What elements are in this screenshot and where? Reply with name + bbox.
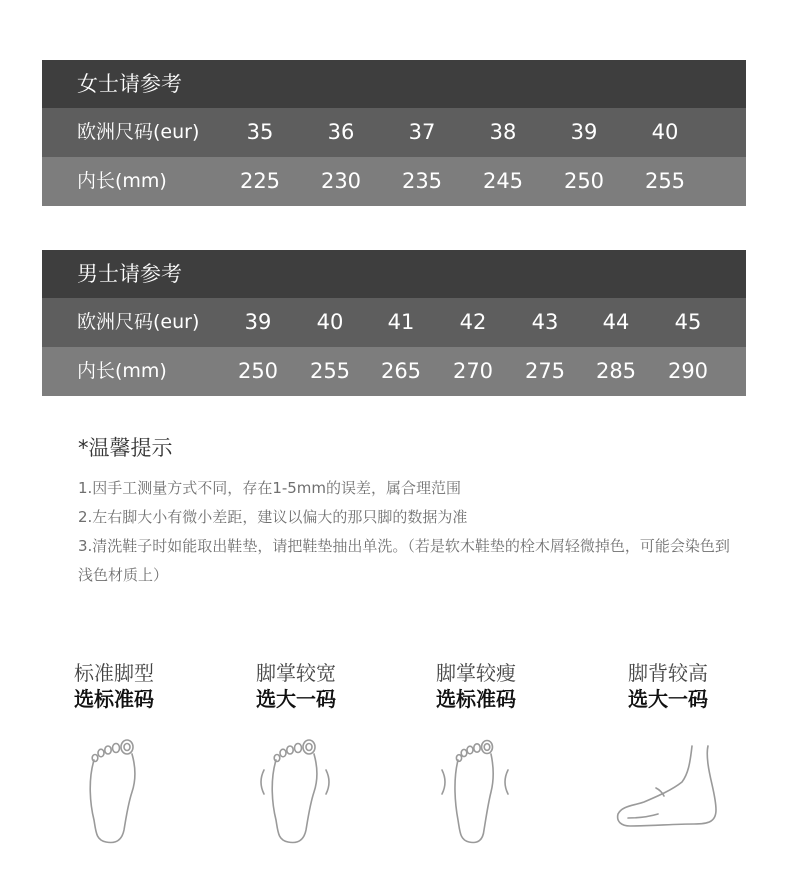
foot-type-label: 脚背较高	[628, 661, 708, 685]
men-mm-cell: 255	[309, 359, 351, 383]
foot-type-advice: 选大一码	[256, 687, 336, 711]
foot-type-advice: 选标准码	[436, 687, 516, 711]
women-eur-cell: 40	[651, 120, 679, 144]
women-mm-cell: 245	[482, 169, 524, 193]
foot-type-label: 标准脚型	[74, 661, 154, 685]
men-mm-row	[42, 347, 746, 396]
women-mm-cell: 235	[401, 169, 443, 193]
men-eur-cell: 45	[674, 310, 702, 334]
women-eur-row	[42, 108, 746, 157]
foot-type-label: 脚掌较宽	[256, 661, 336, 685]
women-eur-label: 欧洲尺码(eur)	[77, 121, 200, 143]
men-mm-cell: 275	[524, 359, 566, 383]
tip-item: 2.左右脚大小有微小差距，建议以偏大的那只脚的数据为准	[78, 508, 468, 526]
men-mm-cell: 265	[380, 359, 422, 383]
men-eur-cell: 43	[531, 310, 559, 334]
women-eur-cell: 38	[489, 120, 517, 144]
men-eur-cell: 40	[316, 310, 344, 334]
men-mm-cell: 250	[237, 359, 279, 383]
women-mm-cell: 250	[563, 169, 605, 193]
foot-type-advice: 选标准码	[74, 687, 154, 711]
men-eur-cell: 42	[459, 310, 487, 334]
men-eur-cell: 41	[387, 310, 415, 334]
women-table-title: 女士请参考	[77, 72, 182, 96]
men-mm-label: 内长(mm)	[77, 360, 167, 382]
tip-item: 1.因手工测量方式不同，存在1-5mm的误差，属合理范围	[78, 479, 462, 497]
standard-foot-icon	[84, 734, 144, 846]
women-mm-label: 内长(mm)	[77, 170, 167, 192]
men-size-table	[42, 250, 746, 396]
women-eur-cell: 37	[408, 120, 436, 144]
foot-type-high-instep	[578, 660, 758, 846]
tips-section	[78, 432, 738, 590]
women-size-table	[42, 60, 746, 206]
men-eur-label: 欧洲尺码(eur)	[77, 311, 200, 333]
foot-type-label: 脚掌较瘦	[436, 661, 516, 685]
women-table-title-row	[42, 60, 746, 108]
high-instep-foot-icon	[608, 734, 728, 846]
men-mm-cell: 285	[595, 359, 637, 383]
men-eur-cell: 44	[602, 310, 630, 334]
foot-type-wide	[206, 660, 386, 846]
men-eur-row	[42, 298, 746, 347]
foot-type-standard	[24, 660, 204, 846]
men-mm-cell: 290	[667, 359, 709, 383]
women-mm-cell: 230	[320, 169, 362, 193]
wide-foot-icon	[256, 734, 336, 846]
men-eur-cell: 39	[244, 310, 272, 334]
men-table-title: 男士请参考	[77, 262, 182, 286]
men-mm-cell: 270	[452, 359, 494, 383]
tip-item: 3.清洗鞋子时如能取出鞋垫，请把鞋垫抽出单洗。（若是软木鞋垫的栓木屑轻微掉色，可能会染色到浅色材质上）	[78, 537, 730, 584]
women-eur-cell: 36	[327, 120, 355, 144]
women-mm-cell: 225	[239, 169, 281, 193]
foot-type-advice: 选大一码	[628, 687, 708, 711]
men-table-title-row	[42, 250, 746, 298]
foot-type-narrow	[386, 660, 566, 846]
women-eur-cell: 35	[246, 120, 274, 144]
narrow-foot-icon	[436, 734, 516, 846]
tips-title: *温馨提示	[78, 436, 173, 460]
women-eur-cell: 39	[570, 120, 598, 144]
women-mm-row	[42, 157, 746, 206]
women-mm-cell: 255	[644, 169, 686, 193]
